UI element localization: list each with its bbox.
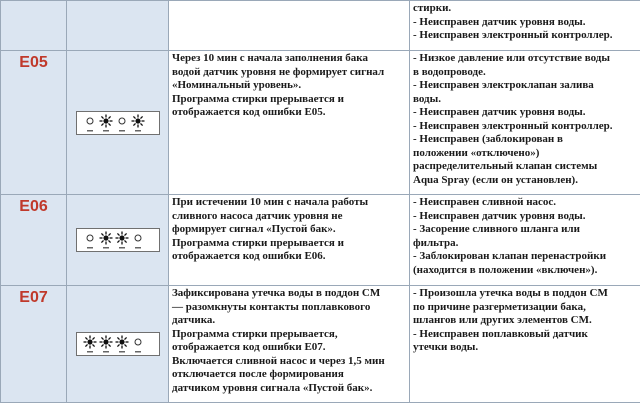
cause-line: утечки воды. bbox=[413, 341, 479, 353]
led-blinking-icon bbox=[99, 114, 112, 131]
error-code-e07: E07 bbox=[1, 286, 67, 403]
led-off-icon bbox=[87, 118, 93, 132]
description-line: формирует сигнал «Пустой бак». bbox=[172, 223, 336, 235]
led-indicator-panel-icon bbox=[76, 111, 160, 135]
error-code-e05: E05 bbox=[1, 51, 67, 195]
cause-line: - Неисправен электронный контроллер. bbox=[413, 29, 613, 41]
led-blinking-icon bbox=[115, 336, 128, 353]
description-cell bbox=[169, 195, 410, 286]
cause-cell bbox=[410, 286, 640, 403]
indicator-cell bbox=[67, 286, 169, 403]
description-line: отображается код ошибки E05. bbox=[172, 106, 326, 118]
description-line: отображается код ошибки E07. bbox=[172, 341, 326, 353]
cause-line: стирки. bbox=[413, 2, 452, 14]
table-row-e07 bbox=[1, 286, 640, 403]
led-blinking-icon bbox=[115, 232, 128, 249]
description-line: Программа стирки прерывается и bbox=[172, 236, 344, 249]
led-panel-drawing bbox=[77, 112, 159, 134]
description-line: отключается после формирования bbox=[172, 368, 344, 380]
description-line: «Номинальный уровень». bbox=[172, 79, 302, 91]
cause-line: воды. bbox=[413, 92, 441, 105]
table-row-e06 bbox=[1, 195, 640, 286]
cause-line: - Засорение сливного шланга или bbox=[413, 223, 580, 235]
cause-line: по причине разгерметизации бака, bbox=[413, 300, 586, 313]
indicator-cell bbox=[67, 195, 169, 286]
led-off-icon bbox=[135, 339, 141, 353]
led-blinking-icon bbox=[131, 114, 144, 131]
led-blinking-icon bbox=[99, 232, 112, 249]
led-indicator-panel-icon bbox=[76, 228, 160, 252]
cause-line: в водопроводе. bbox=[413, 65, 486, 78]
cause-line: шлангов или других элементов СМ. bbox=[413, 314, 592, 326]
cause-line: - Неисправен электронный контроллер. bbox=[413, 119, 613, 132]
led-panel-drawing bbox=[77, 229, 159, 251]
cause-line: - Неисправен поплавковый датчик bbox=[413, 327, 588, 340]
table-row-continued bbox=[1, 1, 640, 51]
cause-cell bbox=[410, 1, 640, 51]
description-line: отображается код ошибки E06. bbox=[172, 250, 326, 262]
cause-line: - Неисправен датчик уровня воды. bbox=[413, 209, 586, 222]
cause-cell bbox=[410, 51, 640, 195]
led-blinking-icon bbox=[99, 336, 112, 353]
error-code-e06: E06 bbox=[1, 195, 67, 286]
description-line: Включается сливной насос и через 1,5 мин bbox=[172, 354, 385, 367]
cause-line: - Неисправен электроклапан залива bbox=[413, 79, 594, 91]
led-off-icon bbox=[135, 235, 141, 249]
cause-line: - Неисправен датчик уровня воды. bbox=[413, 106, 586, 118]
cause-line: - Заблокирован клапан перенастройки bbox=[413, 250, 607, 262]
cause-line: - Неисправен датчик уровня воды. bbox=[413, 15, 586, 28]
cause-line: Aqua Spray (если он установлен). bbox=[413, 173, 578, 186]
led-off-icon bbox=[119, 118, 125, 132]
code-cell bbox=[1, 1, 67, 51]
description-line: Зафиксирована утечка воды в поддон СМ bbox=[172, 287, 381, 299]
cause-line: фильтра. bbox=[413, 236, 459, 249]
cause-line: - Неисправен сливной насос. bbox=[413, 196, 557, 208]
description-line: При истечении 10 мин с начала работы bbox=[172, 196, 369, 208]
cause-line: положении «отключено») bbox=[413, 146, 540, 159]
led-panel-drawing bbox=[77, 333, 159, 355]
description-line: Программа стирки прерывается, bbox=[172, 327, 338, 340]
cause-line: - Низкое давление или отсутствие воды bbox=[413, 52, 610, 64]
led-blinking-icon bbox=[83, 336, 96, 353]
cause-cell bbox=[410, 195, 640, 286]
description-cell bbox=[169, 286, 410, 403]
cause-line: - Произошла утечка воды в поддон СМ bbox=[413, 287, 608, 299]
description-cell bbox=[169, 51, 410, 195]
description-cell bbox=[169, 1, 410, 51]
led-off-icon bbox=[87, 235, 93, 249]
description-line: Через 10 мин с начала заполнения бака bbox=[172, 52, 368, 64]
description-line: — разомкнуты контакты поплавкового bbox=[172, 300, 371, 313]
led-indicator-panel-icon bbox=[76, 332, 160, 356]
table-row-e05 bbox=[1, 51, 640, 195]
indicator-cell bbox=[67, 51, 169, 195]
description-line: водой датчик уровня не формирует сигнал bbox=[172, 65, 385, 78]
indicator-cell bbox=[67, 1, 169, 51]
description-line: сливного насоса датчик уровня не bbox=[172, 209, 343, 222]
description-line: датчиком уровня сигнала «Пустой бак». bbox=[172, 381, 373, 394]
description-line: Программа стирки прерывается и bbox=[172, 92, 344, 105]
cause-line: (находится в положении «включен»). bbox=[413, 263, 598, 276]
cause-line: распределительный клапан системы bbox=[413, 160, 598, 172]
cause-line: - Неисправен (заблокирован в bbox=[413, 133, 563, 145]
description-line: датчика. bbox=[172, 314, 216, 326]
